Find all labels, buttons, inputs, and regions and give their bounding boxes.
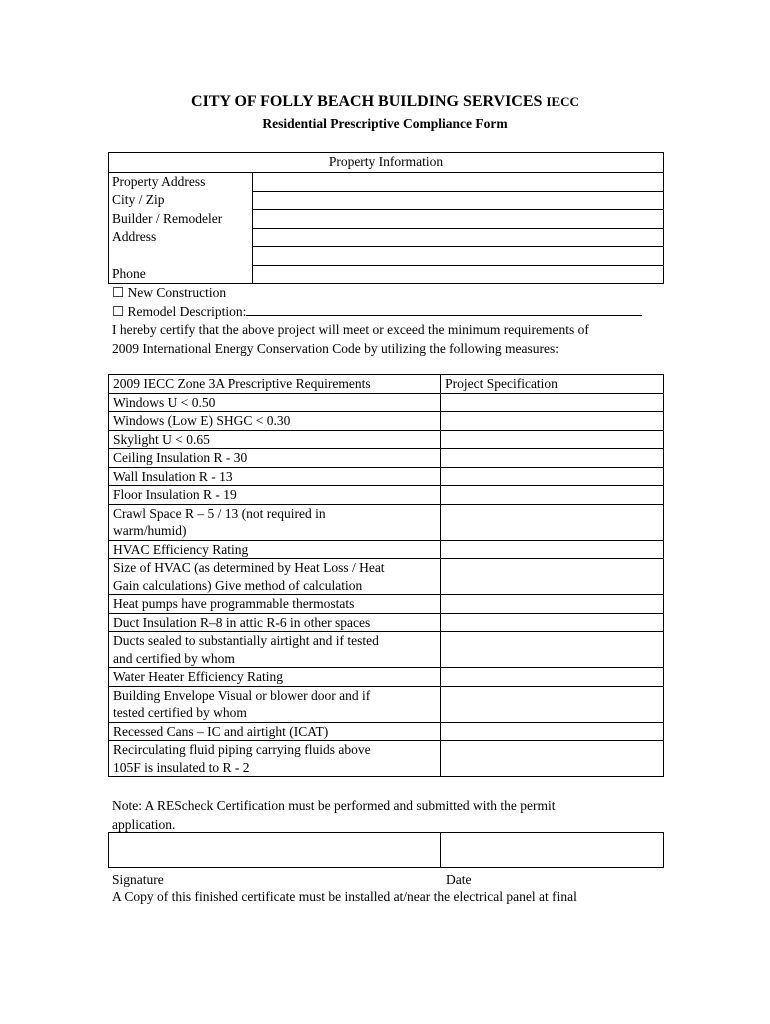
specification-cell[interactable] — [441, 595, 664, 614]
requirement-cell — [109, 412, 441, 431]
note-line-2: application. — [112, 816, 176, 832]
requirement-row — [109, 741, 664, 777]
requirement-cell — [109, 540, 441, 559]
requirement-cell — [109, 393, 441, 412]
specification-cell[interactable] — [441, 467, 664, 486]
property-row — [109, 210, 664, 229]
requirement-row — [109, 722, 664, 741]
property-information-table — [108, 152, 664, 284]
requirement-text-line: Crawl Space R – 5 / 13 (not required in — [113, 505, 326, 521]
requirement-row — [109, 486, 664, 505]
property-row-label: City / Zip — [109, 191, 253, 210]
certify-statement — [112, 321, 672, 358]
property-row-label: Phone — [109, 265, 253, 284]
requirement-text-line: Wall Insulation R - 13 — [113, 468, 233, 484]
certify-line-2: 2009 International Energy Conservation Code by utilizing the following measures: — [112, 340, 560, 356]
requirement-text-line: Size of HVAC (as determined by Heat Loss / Heat — [113, 560, 385, 575]
page-title — [0, 93, 770, 111]
requirement-row — [109, 613, 664, 632]
requirement-row — [109, 632, 664, 668]
requirement-row — [109, 540, 664, 559]
requirement-text-line: Windows (Low E) SHGC < 0.30 — [113, 413, 291, 428]
specification-cell[interactable] — [441, 449, 664, 468]
title-text: CITY OF FOLLY BEACH BUILDING SERVICES — [191, 93, 543, 110]
requirement-text-line: Water Heater Efficiency Rating — [113, 669, 283, 684]
requirement-text-line: Ducts sealed to substantially airtight and if tested — [113, 633, 379, 648]
requirement-cell — [109, 430, 441, 449]
property-row-value[interactable] — [253, 191, 664, 210]
requirement-text-line: HVAC Efficiency Rating — [113, 541, 249, 557]
requirement-text-line: warm/humid) — [113, 523, 187, 538]
requirement-text-line: Skylight U < 0.65 — [113, 431, 210, 447]
specification-cell[interactable] — [441, 613, 664, 632]
requirement-row — [109, 467, 664, 486]
date-field[interactable] — [441, 833, 664, 868]
requirement-row — [109, 504, 664, 540]
footer-instruction: A Copy of this finished certificate must be installed at/near the electrical panel at final — [112, 889, 577, 904]
requirement-text-line: Floor Insulation R - 19 — [113, 487, 237, 502]
remodel-label: ☐ Remodel Description: — [112, 304, 247, 319]
new-construction-label: ☐ New Construction — [112, 285, 227, 300]
requirement-row — [109, 449, 664, 468]
certify-line-1: I hereby certify that the above project will meet or exceed the minimum requirements of — [112, 322, 589, 337]
specification-cell[interactable] — [441, 741, 664, 777]
requirement-cell — [109, 632, 441, 668]
requirement-cell — [109, 668, 441, 687]
signature-label: Signature — [112, 872, 164, 887]
requirement-row — [109, 412, 664, 431]
requirements-column-header: 2009 IECC Zone 3A Prescriptive Requirements — [109, 375, 441, 394]
title-suffix: IECC — [546, 94, 579, 109]
requirement-cell — [109, 686, 441, 722]
property-row-value[interactable] — [253, 228, 664, 247]
remodel-option[interactable] — [112, 303, 672, 322]
property-row-label — [109, 247, 253, 266]
specification-cell[interactable] — [441, 632, 664, 668]
property-row-label: Address — [109, 228, 253, 247]
property-information-caption: Property Information — [109, 153, 664, 173]
requirement-cell — [109, 722, 441, 741]
requirement-text-line: Recirculating fluid piping carrying fluids above — [113, 742, 371, 757]
specification-cell[interactable] — [441, 412, 664, 431]
requirement-row — [109, 668, 664, 687]
specification-cell[interactable] — [441, 393, 664, 412]
requirement-text-line: Duct Insulation R–8 in attic R-6 in other spaces — [113, 614, 371, 630]
requirement-cell — [109, 613, 441, 632]
date-label: Date — [446, 872, 472, 887]
property-row-value[interactable] — [253, 173, 664, 192]
property-row-label: Property Address — [109, 173, 253, 192]
property-row — [109, 247, 664, 266]
specification-cell[interactable] — [441, 504, 664, 540]
specification-cell[interactable] — [441, 559, 664, 595]
requirement-cell — [109, 595, 441, 614]
page-subtitle: Residential Prescriptive Compliance Form — [262, 116, 508, 131]
property-row — [109, 228, 664, 247]
requirements-table — [108, 374, 664, 777]
property-row — [109, 265, 664, 284]
requirement-cell — [109, 741, 441, 777]
specification-cell[interactable] — [441, 722, 664, 741]
requirement-text-line: Windows U < 0.50 — [113, 394, 216, 410]
requirement-text-line: Gain calculations) Give method of calculation — [113, 577, 363, 593]
requirement-cell — [109, 486, 441, 505]
requirement-cell — [109, 559, 441, 595]
property-row-value[interactable] — [253, 210, 664, 229]
property-row-value[interactable] — [253, 265, 664, 284]
requirement-text-line: Heat pumps have programmable thermostats — [113, 596, 355, 611]
requirement-text-line: and certified by whom — [113, 650, 235, 666]
requirement-text-line: Building Envelope Visual or blower door and if — [113, 687, 371, 703]
requirement-text-line: Ceiling Insulation R - 30 — [113, 450, 248, 465]
requirement-cell — [109, 467, 441, 486]
signature-field[interactable] — [109, 833, 441, 868]
specification-column-header: Project Specification — [441, 375, 664, 394]
property-row-value[interactable] — [253, 247, 664, 266]
requirement-row — [109, 559, 664, 595]
property-row — [109, 173, 664, 192]
signature-table — [108, 832, 664, 868]
requirement-text-line: Recessed Cans – IC and airtight (ICAT) — [113, 723, 329, 739]
remodel-description-field[interactable] — [246, 303, 642, 316]
requirement-row — [109, 430, 664, 449]
requirement-cell — [109, 449, 441, 468]
specification-cell[interactable] — [441, 486, 664, 505]
specification-cell[interactable] — [441, 540, 664, 559]
new-construction-option[interactable] — [112, 284, 672, 303]
property-row — [109, 191, 664, 210]
property-row-label: Builder / Remodeler — [109, 210, 253, 229]
specification-cell[interactable] — [441, 668, 664, 687]
note-line-1: Note: A REScheck Certification must be performed and submitted with the permit — [112, 798, 556, 813]
requirement-row — [109, 686, 664, 722]
requirement-row — [109, 393, 664, 412]
requirement-text-line: tested certified by whom — [113, 705, 247, 720]
specification-cell[interactable] — [441, 430, 664, 449]
requirement-text-line: 105F is insulated to R - 2 — [113, 759, 250, 775]
specification-cell[interactable] — [441, 686, 664, 722]
requirement-cell — [109, 504, 441, 540]
requirement-row — [109, 595, 664, 614]
rescheck-note — [112, 797, 672, 834]
